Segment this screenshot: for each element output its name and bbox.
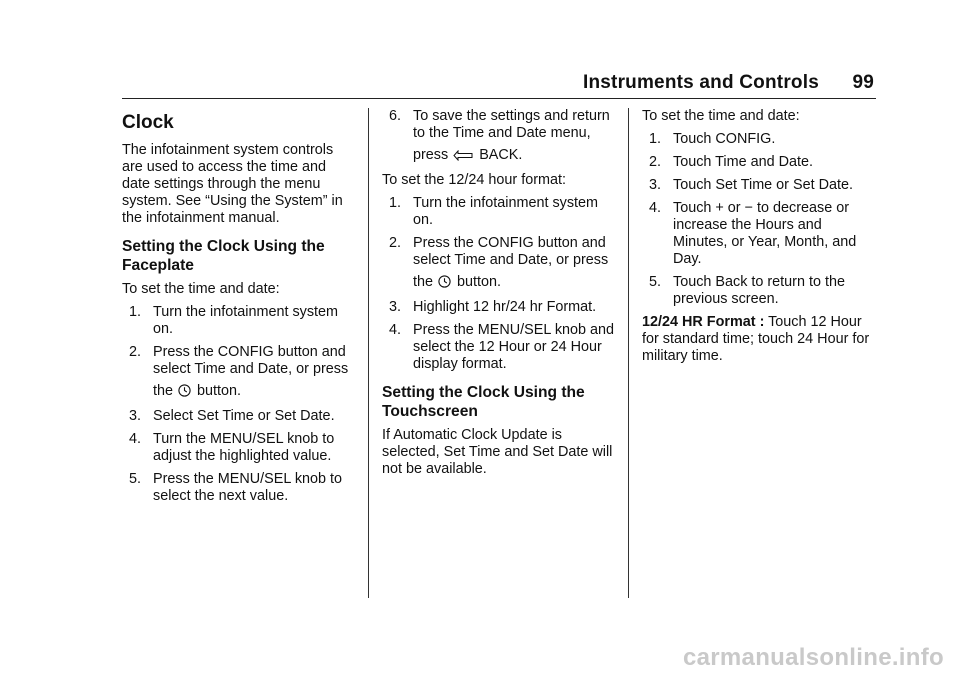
- touch-steps: [642, 131, 878, 308]
- list-item: 4. Turn the MENU/SEL knob to adjust the highlighted value.: [129, 431, 335, 464]
- list-item: 2. Press the CONFIG button and select Time and Date, or press the button.: [382, 235, 617, 293]
- list-item: 5. Press the MENU/SEL knob to select the next value.: [129, 471, 343, 504]
- column-3: [642, 108, 878, 371]
- clock-icon: [438, 275, 451, 293]
- column-1: [122, 108, 354, 511]
- clock-icon: [178, 384, 191, 402]
- section-title: Instruments and Controls: [582, 72, 819, 93]
- column-2: [382, 108, 617, 484]
- list-item: 1. Touch CONFIG.: [649, 131, 776, 147]
- touch-lead: To set the time and date:: [642, 108, 800, 124]
- back-arrow-icon: [453, 149, 473, 166]
- list-item: 3. Touch Set Time or Set Date.: [649, 177, 853, 193]
- page-number: 99: [852, 72, 874, 93]
- list-item: 3. Highlight 12 hr/24 hr Format.: [389, 299, 597, 315]
- format-text: Touch 12 Hour for standard time; touch 24 Hour for military time.: [642, 314, 870, 364]
- column-divider: [628, 108, 629, 598]
- list-item: 2. Touch Time and Date.: [649, 154, 813, 170]
- page-header: [583, 72, 874, 94]
- list-item: 1. Turn the infotainment system on.: [129, 304, 339, 337]
- header-rule: [122, 98, 876, 99]
- list-item: 6. To save the settings and return to the Time and Date menu, press BACK.: [382, 108, 617, 166]
- list-item: 5. Touch Back to return to the previous screen.: [649, 274, 845, 307]
- faceplate-lead: To set the time and date:: [122, 281, 280, 297]
- list-item: 4. Press the MENU/SEL knob and select the 12 Hour or 24 Hour display format.: [389, 322, 615, 372]
- format-lead: To set the 12/24 hour format:: [382, 172, 566, 188]
- format-label: 12/24 HR Format :: [642, 314, 765, 330]
- format-definition: [642, 314, 878, 365]
- watermark: carmanualsonline.info: [682, 644, 944, 671]
- column-divider: [368, 108, 369, 598]
- list-item: 1. Turn the infotainment system on.: [389, 195, 599, 228]
- list-item: 2. Press the CONFIG button and select Time and Date, or press the button.: [122, 344, 354, 402]
- list-item: 3. Select Set Time or Set Date.: [129, 408, 335, 424]
- clock-intro: The infotainment system controls are used to access the time and date settings through the menu system. See “Using the System” in the infotainment manual.: [122, 142, 343, 226]
- format-steps: [382, 195, 617, 373]
- faceplate-steps-continued: [382, 108, 617, 166]
- touchscreen-subheading: Setting the Clock Using the Touchscreen: [382, 384, 585, 420]
- touchscreen-note: If Automatic Clock Update is selected, Set Time and Set Date will not be available.: [382, 427, 613, 477]
- faceplate-subheading: Setting the Clock Using the Faceplate: [122, 238, 325, 274]
- clock-heading: Clock: [122, 112, 174, 133]
- list-item: 4. Touch + or − to decrease or increase the Hours and Minutes, or Year, Month, and Day.: [649, 200, 857, 267]
- faceplate-steps: [122, 304, 354, 505]
